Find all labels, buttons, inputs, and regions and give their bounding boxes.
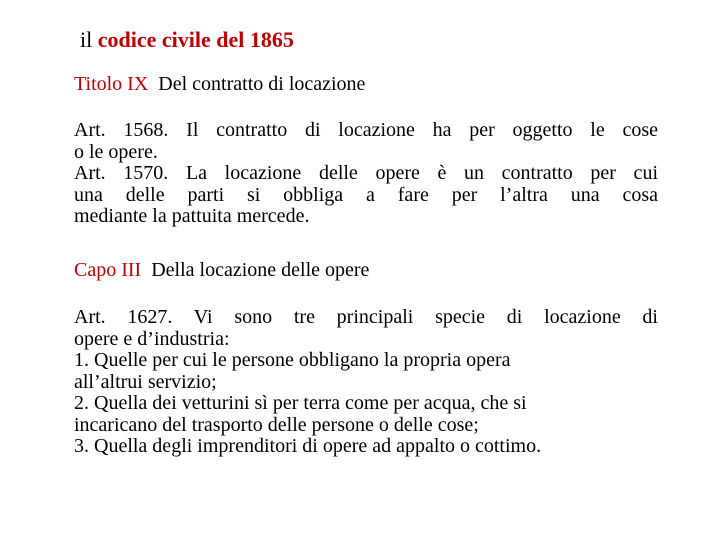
text-line: Art. 1570. La locazione delle opere è un contratto per cui — [74, 162, 658, 184]
section-label: Titolo IX — [74, 73, 149, 95]
text-line: o le opere. — [74, 140, 158, 163]
title-prefix: il — [80, 27, 93, 52]
slide-title — [80, 26, 294, 54]
text-line: 3. Quella degli imprenditori di opere ad appalto o cottimo. — [74, 435, 542, 457]
text-line: incaricano del trasporto delle persone o delle cose; — [74, 413, 479, 436]
text-line: all’altrui servizio; — [74, 370, 217, 393]
section-label: Capo III — [74, 259, 142, 281]
section-text: Del contratto di locazione — [158, 73, 366, 95]
text-line: mediante la pattuita mercede. — [74, 205, 310, 227]
text-line: opere e d’industria: — [74, 327, 230, 350]
text-line: Art. 1568. Il contratto di locazione ha per oggetto le cose — [74, 119, 658, 141]
text-line: Art. 1627. Vi sono tre principali specie di locazione di — [74, 306, 658, 328]
paragraph-articles-1568-1570 — [74, 120, 658, 228]
section-text: Della locazione delle opere — [151, 259, 370, 281]
paragraph-article-1627 — [74, 307, 668, 458]
section-heading-capo — [74, 258, 369, 282]
text-line: una delle parti si obbliga a fare per l’altra una cosa — [74, 183, 658, 206]
text-line: 2. Quella dei vetturini sì per terra come per acqua, che si — [74, 392, 527, 414]
section-heading-titolo — [74, 72, 365, 96]
title-main: codice civile del 1865 — [97, 27, 294, 52]
text-line: 1. Quelle per cui le persone obbligano la propria opera — [74, 349, 511, 371]
